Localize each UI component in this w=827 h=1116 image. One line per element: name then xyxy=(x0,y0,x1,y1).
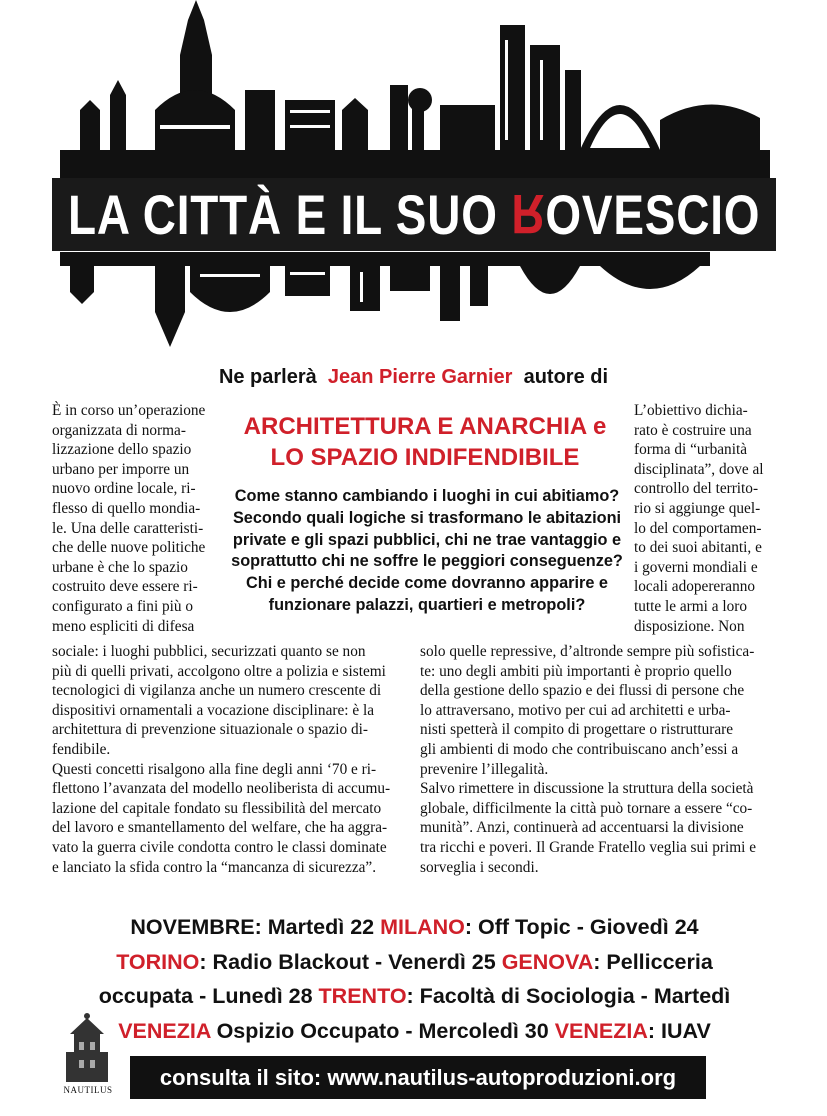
text-line: costruito deve essere ri- xyxy=(52,578,198,596)
text-line: lo attraversano, motivo per cui ad architetti e urba- xyxy=(420,701,731,719)
speaker-prefix: Ne parlerà xyxy=(218,366,317,388)
text-line: fendibile. xyxy=(52,740,111,758)
intro-text-left xyxy=(52,401,214,636)
text-line: architettura di prevenzione situazionale o spazio di- xyxy=(52,721,369,739)
text-line: lizzazione dello spazio xyxy=(52,441,192,459)
text-line: sociale: i luoghi pubblici, securizzati quanto se non xyxy=(52,643,366,660)
logo-label: NAUTILUS xyxy=(63,1085,113,1095)
schedule-line-3 xyxy=(52,979,777,1014)
text-line: tutte le armi a loro xyxy=(634,597,747,615)
schedule-text: : Radio Blackout - Venerdì 25 xyxy=(199,949,502,974)
text-line: sorveglia i secondi. xyxy=(420,858,539,876)
speaker-name: Jean Pierre Garnier xyxy=(327,366,513,388)
text-line: controllo del territo- xyxy=(634,480,759,498)
text-line: to dei suoi abitanti, e xyxy=(634,539,762,557)
text-line: te: uno degli ambiti più importanti è proprio quello xyxy=(420,662,732,680)
schedule-line-4 xyxy=(52,1014,777,1049)
text-line: le. Una delle caratteristi- xyxy=(52,519,204,537)
city-milano: MILANO xyxy=(380,915,465,939)
questions-block xyxy=(222,486,632,617)
text-line: locali adopereranno xyxy=(634,578,756,596)
text-line: Salvo rimettere in discussione la struttura della società xyxy=(420,780,754,798)
question-line: private e gli spazi pubblici, chi ne trae vantaggio e xyxy=(232,530,622,549)
text-line: del lavoro e smantellamento del welfare, che ha aggra- xyxy=(52,819,388,837)
text-line: meno espliciti di difesa xyxy=(52,617,195,635)
text-line: nisti spetterà il compito di progettare o ristrutturare xyxy=(420,721,734,739)
city-trento: TRENTO xyxy=(318,984,407,1008)
question-line: funzionare palazzi, quartieri e metropoli? xyxy=(268,595,586,614)
text-line: Questi concetti risalgono alla fine degli anni ‘70 e ri- xyxy=(52,760,377,778)
title-banner xyxy=(52,178,776,251)
text-line: più di quelli privati, accolgono oltre a polizia e sistemi xyxy=(52,662,386,680)
question-line: Secondo quali logiche si trasformano le abitazioni xyxy=(232,508,622,527)
text-line: dispositivi ornamentali a vocazione disciplinare: è la xyxy=(52,701,374,719)
book-titles xyxy=(210,411,640,473)
city-torino: TORINO xyxy=(116,949,200,974)
text-line: prevenire l’illegalità. xyxy=(420,760,549,778)
text-line: organizzata di norma- xyxy=(52,421,186,439)
book-title-1: ARCHITETTURA E ANARCHIA e xyxy=(243,413,607,440)
speaker-suffix: autore di xyxy=(523,366,609,388)
text-line: e lanciato la sfida contro la “mancanza di sicurezza”. xyxy=(52,858,377,876)
text-line: urbane è che lo spazio xyxy=(52,558,188,576)
schedule-text: Ospizio Occupato - Mercoledì 30 xyxy=(210,1018,555,1043)
body-text-right xyxy=(420,642,777,877)
text-line: gli ambienti di modo che contribuiscano anch’essi a xyxy=(420,740,739,758)
text-line: munità”. Anzi, continuerà ad accentuarsi la divisione xyxy=(420,819,744,837)
text-line: globale, difficilmente la città può tornare a essere “co- xyxy=(420,799,753,817)
text-line: tecnologici di vigilanza anche un numero crescente di xyxy=(52,682,382,700)
text-line: flettono l’avanzata del modello neoliberista di accumu- xyxy=(52,780,391,798)
text-line: lazione del capitale fondato su flessibilità del mercato xyxy=(52,799,382,817)
text-line: L’obiettivo dichia- xyxy=(634,402,748,419)
text-line: rio si aggiunge quel- xyxy=(634,499,761,517)
text-line: vato la guerra civile condotta contro le classi dominate xyxy=(52,838,387,856)
speaker-line xyxy=(0,366,827,389)
text-line: che delle nuove politiche xyxy=(52,539,206,557)
intro-text-right xyxy=(634,401,776,636)
text-line: solo quelle repressive, d’altronde sempre più sofistica- xyxy=(420,643,755,660)
skyline-illustration xyxy=(60,0,770,178)
text-line: rato è costruire una xyxy=(634,421,752,439)
city-venezia: VENEZIA xyxy=(118,1018,211,1043)
website-link[interactable]: consulta il sito: www.nautilus-autoproduzioni.org xyxy=(130,1056,706,1099)
book-title-2: LO SPAZIO INDIFENDIBILE xyxy=(270,444,580,471)
text-line: forma di “urbanità xyxy=(634,441,747,459)
schedule-line-2 xyxy=(52,945,777,980)
schedule-text: : Off Topic - Giovedì 24 xyxy=(464,915,699,939)
skyline-reflection-illustration xyxy=(60,252,710,367)
question-line: Chi e perché decide come dovranno apparire e xyxy=(246,574,608,593)
body-text-left xyxy=(52,642,408,877)
text-line: della gestione dello spazio e dei flussi di persone che xyxy=(420,682,745,700)
text-line: urbano per imporre un xyxy=(52,460,190,478)
schedule-text: : Martedì 22 xyxy=(254,915,381,939)
title-main: LA CITTÀ E IL SUO xyxy=(67,183,512,246)
title-flipped-letter: R xyxy=(511,183,546,246)
schedule-text: : Facoltà di Sociologia - Martedì xyxy=(406,984,731,1008)
text-line: disciplinata”, dove al xyxy=(634,460,764,478)
poster-title xyxy=(68,182,760,247)
schedule-line-1 xyxy=(52,910,777,945)
text-line: i governi mondiali e xyxy=(634,558,758,576)
text-line: flesso di quello mondia- xyxy=(52,499,201,517)
event-schedule xyxy=(52,910,777,1048)
schedule-text: : Pellicceria xyxy=(593,949,713,974)
text-line: nuovo ordine locale, ri- xyxy=(52,480,196,498)
question-line: Come stanno cambiando i luoghi in cui abitiamo? xyxy=(234,487,620,505)
question-line: soprattutto chi ne soffre le peggiori conseguenze? xyxy=(231,552,623,571)
schedule-text: : IUAV xyxy=(647,1018,711,1043)
text-line: configurato a fini più o xyxy=(52,597,194,615)
title-rest: OVESCIO xyxy=(545,183,761,246)
text-line: disposizione. Non xyxy=(634,617,745,635)
text-line: tra ricchi e poveri. Il Grande Fratello veglia sui primi e xyxy=(420,838,756,856)
schedule-text: occupata - Lunedì 28 xyxy=(98,984,319,1008)
text-line: È in corso un’operazione xyxy=(52,402,206,419)
month-label: NOVEMBRE xyxy=(130,915,255,939)
text-line: lo del comportamen- xyxy=(634,519,762,537)
city-venezia-2: VENEZIA xyxy=(554,1018,648,1043)
city-genova: GENOVA xyxy=(501,949,594,974)
